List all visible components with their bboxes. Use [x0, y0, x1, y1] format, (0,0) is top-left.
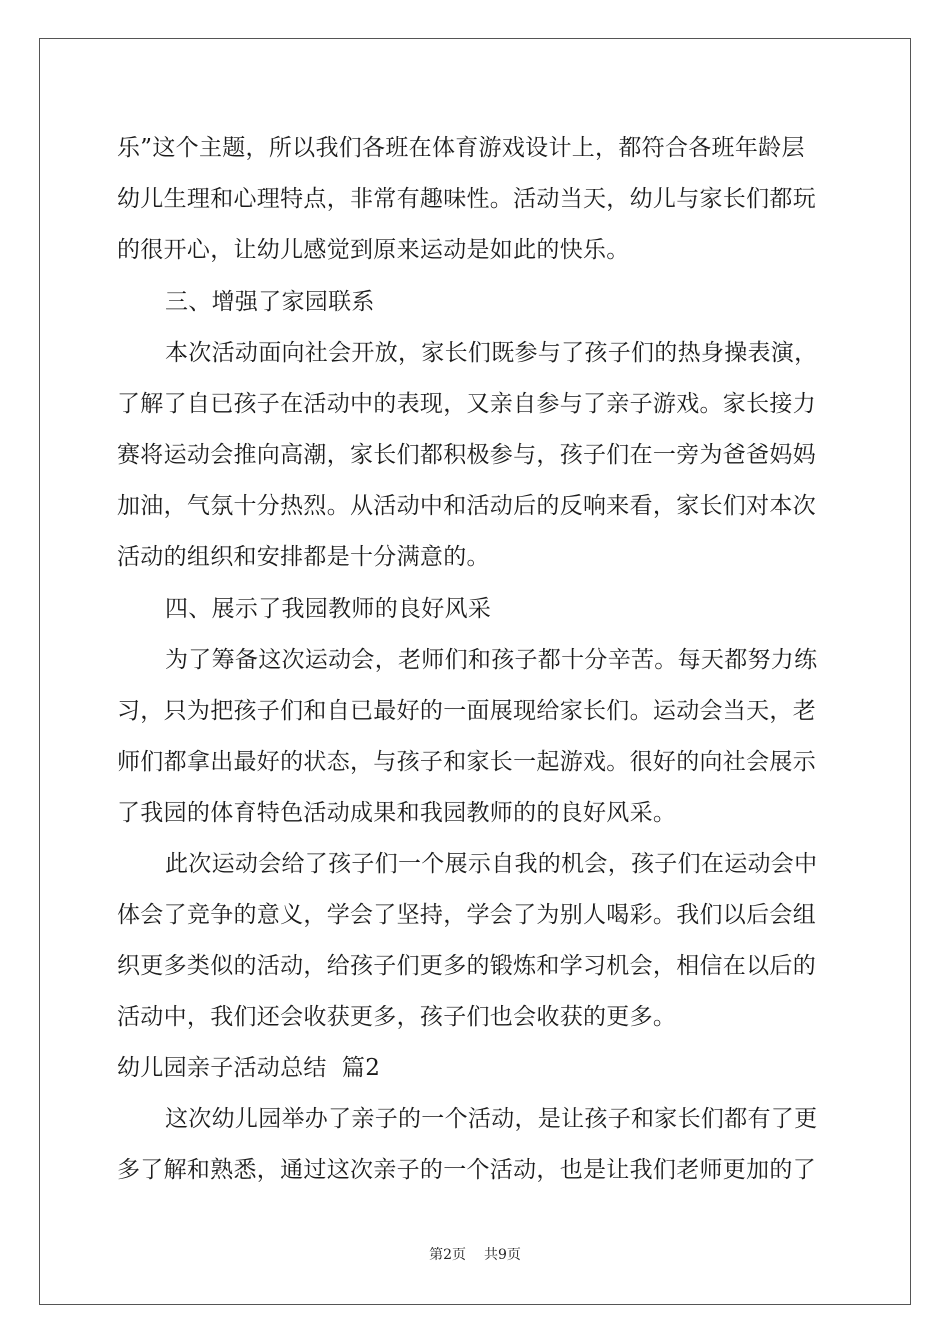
body-line: 此次运动会给了孩子们一个展示自我的机会，孩子们在运动会中: [165, 851, 818, 877]
body-line: 织更多类似的活动，给孩子们更多的锻炼和学习机会，相信在以后的: [117, 953, 816, 979]
body-line: 了我园的体育特色活动成果和我园教师的的良好风采。: [117, 800, 677, 826]
body-line: 活动的组织和安排都是十分满意的。: [117, 544, 490, 570]
page-total: 共9页: [484, 1247, 521, 1263]
body-line: 为了筹备这次运动会，老师们和孩子都十分辛苦。每天都努力练: [165, 647, 818, 673]
page-number: 第2页: [429, 1247, 466, 1263]
body-line: 了解了自已孩子在活动中的表现，又亲自参与了亲子游戏。家长接力: [117, 391, 816, 417]
body-line: 师们都拿出最好的状态，与孩子和家长一起游戏。很好的向社会展示: [117, 749, 816, 775]
body-line: 本次活动面向社会开放，家长们既参与了孩子们的热身操表演，: [165, 340, 818, 366]
body-line: 赛将运动会推向高潮，家长们都积极参与，孩子们在一旁为爸爸妈妈: [117, 442, 816, 468]
page-footer: [0, 1246, 950, 1264]
body-line: 习，只为把孩子们和自已最好的一面展现给家长们。运动会当天，老: [117, 698, 816, 724]
body-line: 乐”这个主题，所以我们各班在体育游戏设计上，都符合各班年龄层: [117, 135, 805, 161]
section-heading: 四、展示了我园教师的良好风采: [165, 596, 492, 622]
article-title: 幼儿园亲子活动总结 篇2: [117, 1055, 381, 1081]
body-line: 幼儿生理和心理特点，非常有趣味性。活动当天，幼儿与家长们都玩: [117, 186, 816, 212]
body-line: 加油，气氛十分热烈。从活动中和活动后的反响来看，家长们对本次: [117, 493, 816, 519]
body-line: 的很开心，让幼儿感觉到原来运动是如此的快乐。: [117, 237, 630, 263]
body-line: 多了解和熟悉，通过这次亲子的一个活动，也是让我们老师更加的了: [117, 1157, 816, 1183]
section-heading: 三、增强了家园联系: [165, 289, 375, 315]
body-line: 这次幼儿园举办了亲子的一个活动，是让孩子和家长们都有了更: [165, 1106, 818, 1132]
body-line: 体会了竞争的意义，学会了坚持，学会了为别人喝彩。我们以后会组: [117, 902, 816, 928]
body-line: 活动中，我们还会收获更多，孩子们也会收获的更多。: [117, 1004, 677, 1030]
